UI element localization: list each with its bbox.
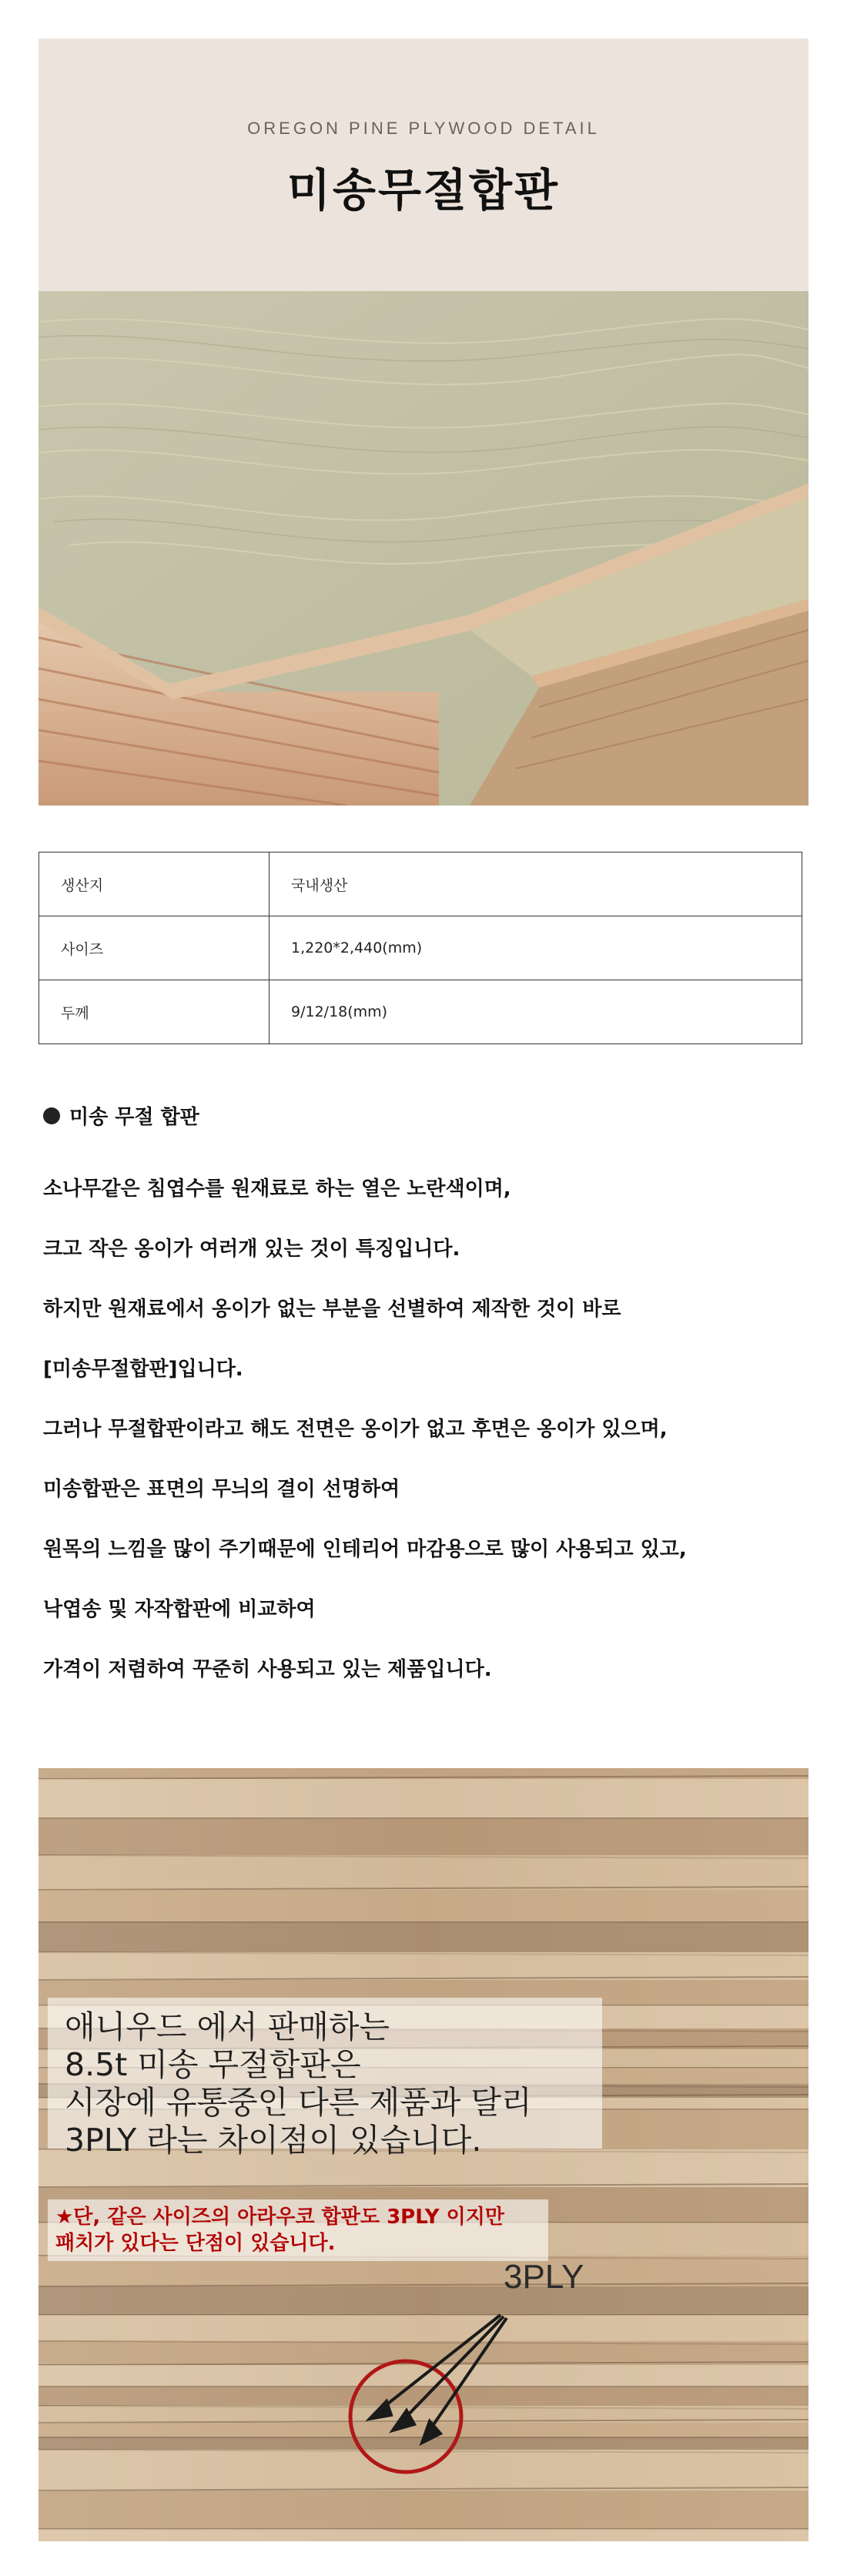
plywood-illustration bbox=[38, 291, 808, 806]
callout-line: 시장에 유통중인 다른 제품과 달리 bbox=[65, 2084, 532, 2121]
description-line: 미송합판은 표면의 무늬의 결이 선명하여 bbox=[43, 1478, 400, 1501]
three-ply-callout bbox=[48, 1998, 602, 2159]
spec-label-origin: 생산지 bbox=[39, 853, 270, 916]
header-banner bbox=[38, 39, 808, 291]
callout-line: 3PLY 라는 차이점이 있습니다. bbox=[65, 2122, 482, 2159]
table-row bbox=[39, 980, 802, 1044]
plywood-sheets-photo bbox=[38, 291, 808, 806]
description-line: 원목의 느낌을 많이 주기때문에 인테리어 마감용으로 많이 사용되고 있고, bbox=[43, 1538, 687, 1561]
description-line: 가격이 저렴하여 꾸준히 사용되고 있는 제품입니다. bbox=[43, 1658, 492, 1681]
warning-line: 패치가 있다는 단점이 있습니다. bbox=[55, 2232, 336, 2255]
spec-label-thickness: 두께 bbox=[39, 980, 270, 1044]
description-line: 소나무같은 침엽수를 원재료로 하는 열은 노란색이며, bbox=[43, 1177, 511, 1201]
spec-value-thickness: 9/12/18(mm) bbox=[270, 980, 802, 1044]
page-title: 미송무절합판 bbox=[286, 164, 561, 216]
plywood-layers-photo bbox=[38, 1768, 808, 2541]
callout-line: 애니우드 에서 판매하는 bbox=[65, 2008, 390, 2045]
description-heading bbox=[43, 1101, 805, 1130]
table-row bbox=[39, 916, 802, 980]
ply-label: 3PLY bbox=[504, 2258, 584, 2296]
description-heading-text: 미송 무절 합판 bbox=[69, 1106, 199, 1129]
description-line: 그러나 무절합판이라고 해도 전면은 옹이가 없고 후면은 옹이가 있으며, bbox=[43, 1418, 668, 1441]
warning-line: ★단, 같은 사이즈의 아라우코 합판도 3PLY 이지만 bbox=[55, 2206, 504, 2229]
table-row bbox=[39, 853, 802, 916]
spec-label-size: 사이즈 bbox=[39, 916, 270, 980]
spec-value-size: 1,220*2,440(mm) bbox=[270, 916, 802, 980]
description-line: 하지만 원재료에서 옹이가 없는 부분을 선별하여 제작한 것이 바로 bbox=[43, 1298, 621, 1321]
spec-value-origin: 국내생산 bbox=[270, 853, 802, 916]
description-line: [미송무절합판]입니다. bbox=[43, 1358, 243, 1381]
description-line: 낙엽송 및 자작합판에 비교하여 bbox=[43, 1598, 316, 1621]
description-line: 크고 작은 옹이가 여러개 있는 것이 특징입니다. bbox=[43, 1238, 460, 1261]
spec-table bbox=[38, 852, 802, 1044]
bullet-dot-icon bbox=[43, 1107, 60, 1124]
product-description bbox=[43, 1101, 805, 1700]
warning-note bbox=[48, 2199, 548, 2261]
header-eyebrow: OREGON PINE PLYWOOD DETAIL bbox=[247, 119, 600, 138]
callout-line: 8.5t 미송 무절합판은 bbox=[65, 2046, 361, 2083]
